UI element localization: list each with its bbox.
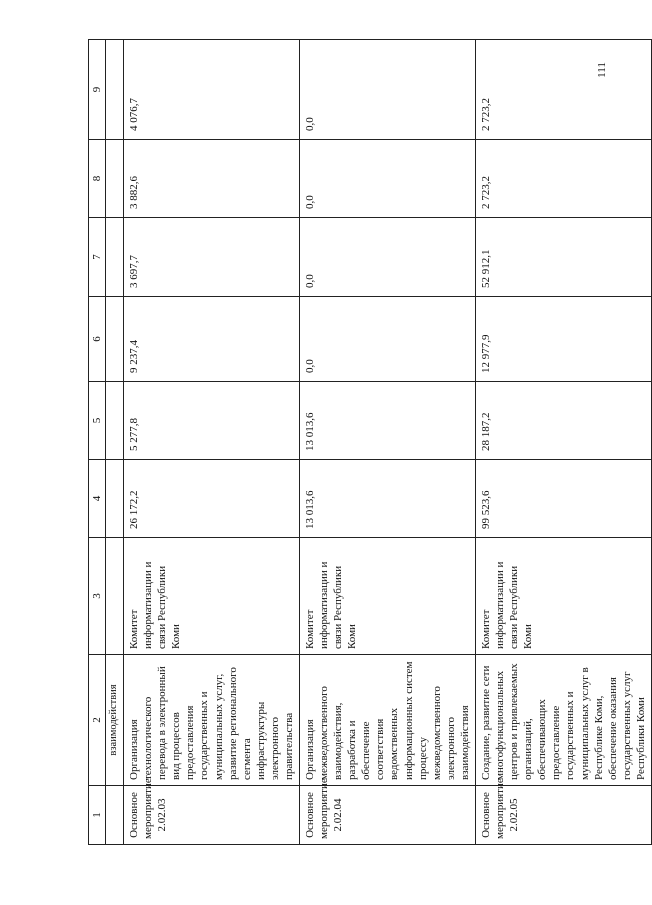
value-cell: 4 076,7 (124, 40, 300, 140)
column-header-9: 9 (89, 40, 106, 140)
value-cell: 13 013,6 (300, 460, 476, 538)
column-header-5: 5 (89, 382, 106, 460)
value-cell: 99 523,6 (475, 460, 651, 538)
value-cell: 0,0 (300, 40, 476, 140)
rotated-page-content (88, 40, 647, 845)
measure-executor: Комитет информатизации и связи Республики Коми (300, 538, 476, 655)
value-cell: 5 277,8 (124, 382, 300, 460)
column-header-8: 8 (89, 140, 106, 218)
table-rotation-wrapper (88, 40, 647, 845)
measure-title: Организация межведомственного взаимодействия, разработка и обеспечение соответствия ведомственных информационных систем процессу межведомственного электронного взаимодействия (300, 655, 476, 786)
empty-cell (106, 382, 124, 460)
value-cell: 2 723,2 (475, 140, 651, 218)
column-header-6: 6 (89, 297, 106, 382)
measure-title: Создание, развитие сети многофункциональных центров и привлекаемых организаций, обеспечивающих предоставление государственных и муниципальных услуг в Республике Коми, обеспечение оказания государственных услуг Республики Коми (475, 655, 651, 786)
empty-cell (106, 140, 124, 218)
measure-id: Основное мероприятие 2.02.04 (300, 786, 476, 845)
value-cell: 9 237,4 (124, 297, 300, 382)
empty-cell (106, 297, 124, 382)
table-row (475, 40, 651, 845)
column-header-7: 7 (89, 218, 106, 297)
value-cell: 3 697,7 (124, 218, 300, 297)
measure-id: Основное мероприятие 2.02.05 (475, 786, 651, 845)
value-cell: 28 187,2 (475, 382, 651, 460)
value-cell: 52 912,1 (475, 218, 651, 297)
table-row (124, 40, 300, 845)
empty-cell (106, 40, 124, 140)
column-header-1: 1 (89, 786, 106, 845)
empty-cell (106, 218, 124, 297)
empty-cell (106, 786, 124, 845)
empty-cell (106, 460, 124, 538)
measure-executor: Комитет информатизации и связи Республики Коми (475, 538, 651, 655)
budget-table (88, 39, 652, 845)
value-cell: 2 723,2 (475, 40, 651, 140)
continuation-row (106, 40, 124, 845)
continuation-text: взаимодействия (106, 655, 124, 786)
column-header-3: 3 (89, 538, 106, 655)
column-header-2: 2 (89, 655, 106, 786)
page-number: 111 (596, 62, 608, 78)
empty-cell (106, 538, 124, 655)
value-cell: 0,0 (300, 297, 476, 382)
measure-title: Организация технологического перевода в электронный вид процессов предоставления государственных и муниципальных услуг, развитие регионального сегмента инфраструктуры электронного правительства (124, 655, 300, 786)
column-header-4: 4 (89, 460, 106, 538)
value-cell: 0,0 (300, 218, 476, 297)
measure-id: Основное мероприятие 2.02.03 (124, 786, 300, 845)
measure-executor: Комитет информатизации и связи Республики Коми (124, 538, 300, 655)
value-cell: 13 013,6 (300, 382, 476, 460)
table-header-row (89, 40, 106, 845)
value-cell: 3 882,6 (124, 140, 300, 218)
value-cell: 0,0 (300, 140, 476, 218)
table-row (300, 40, 476, 845)
value-cell: 12 977,9 (475, 297, 651, 382)
value-cell: 26 172,2 (124, 460, 300, 538)
